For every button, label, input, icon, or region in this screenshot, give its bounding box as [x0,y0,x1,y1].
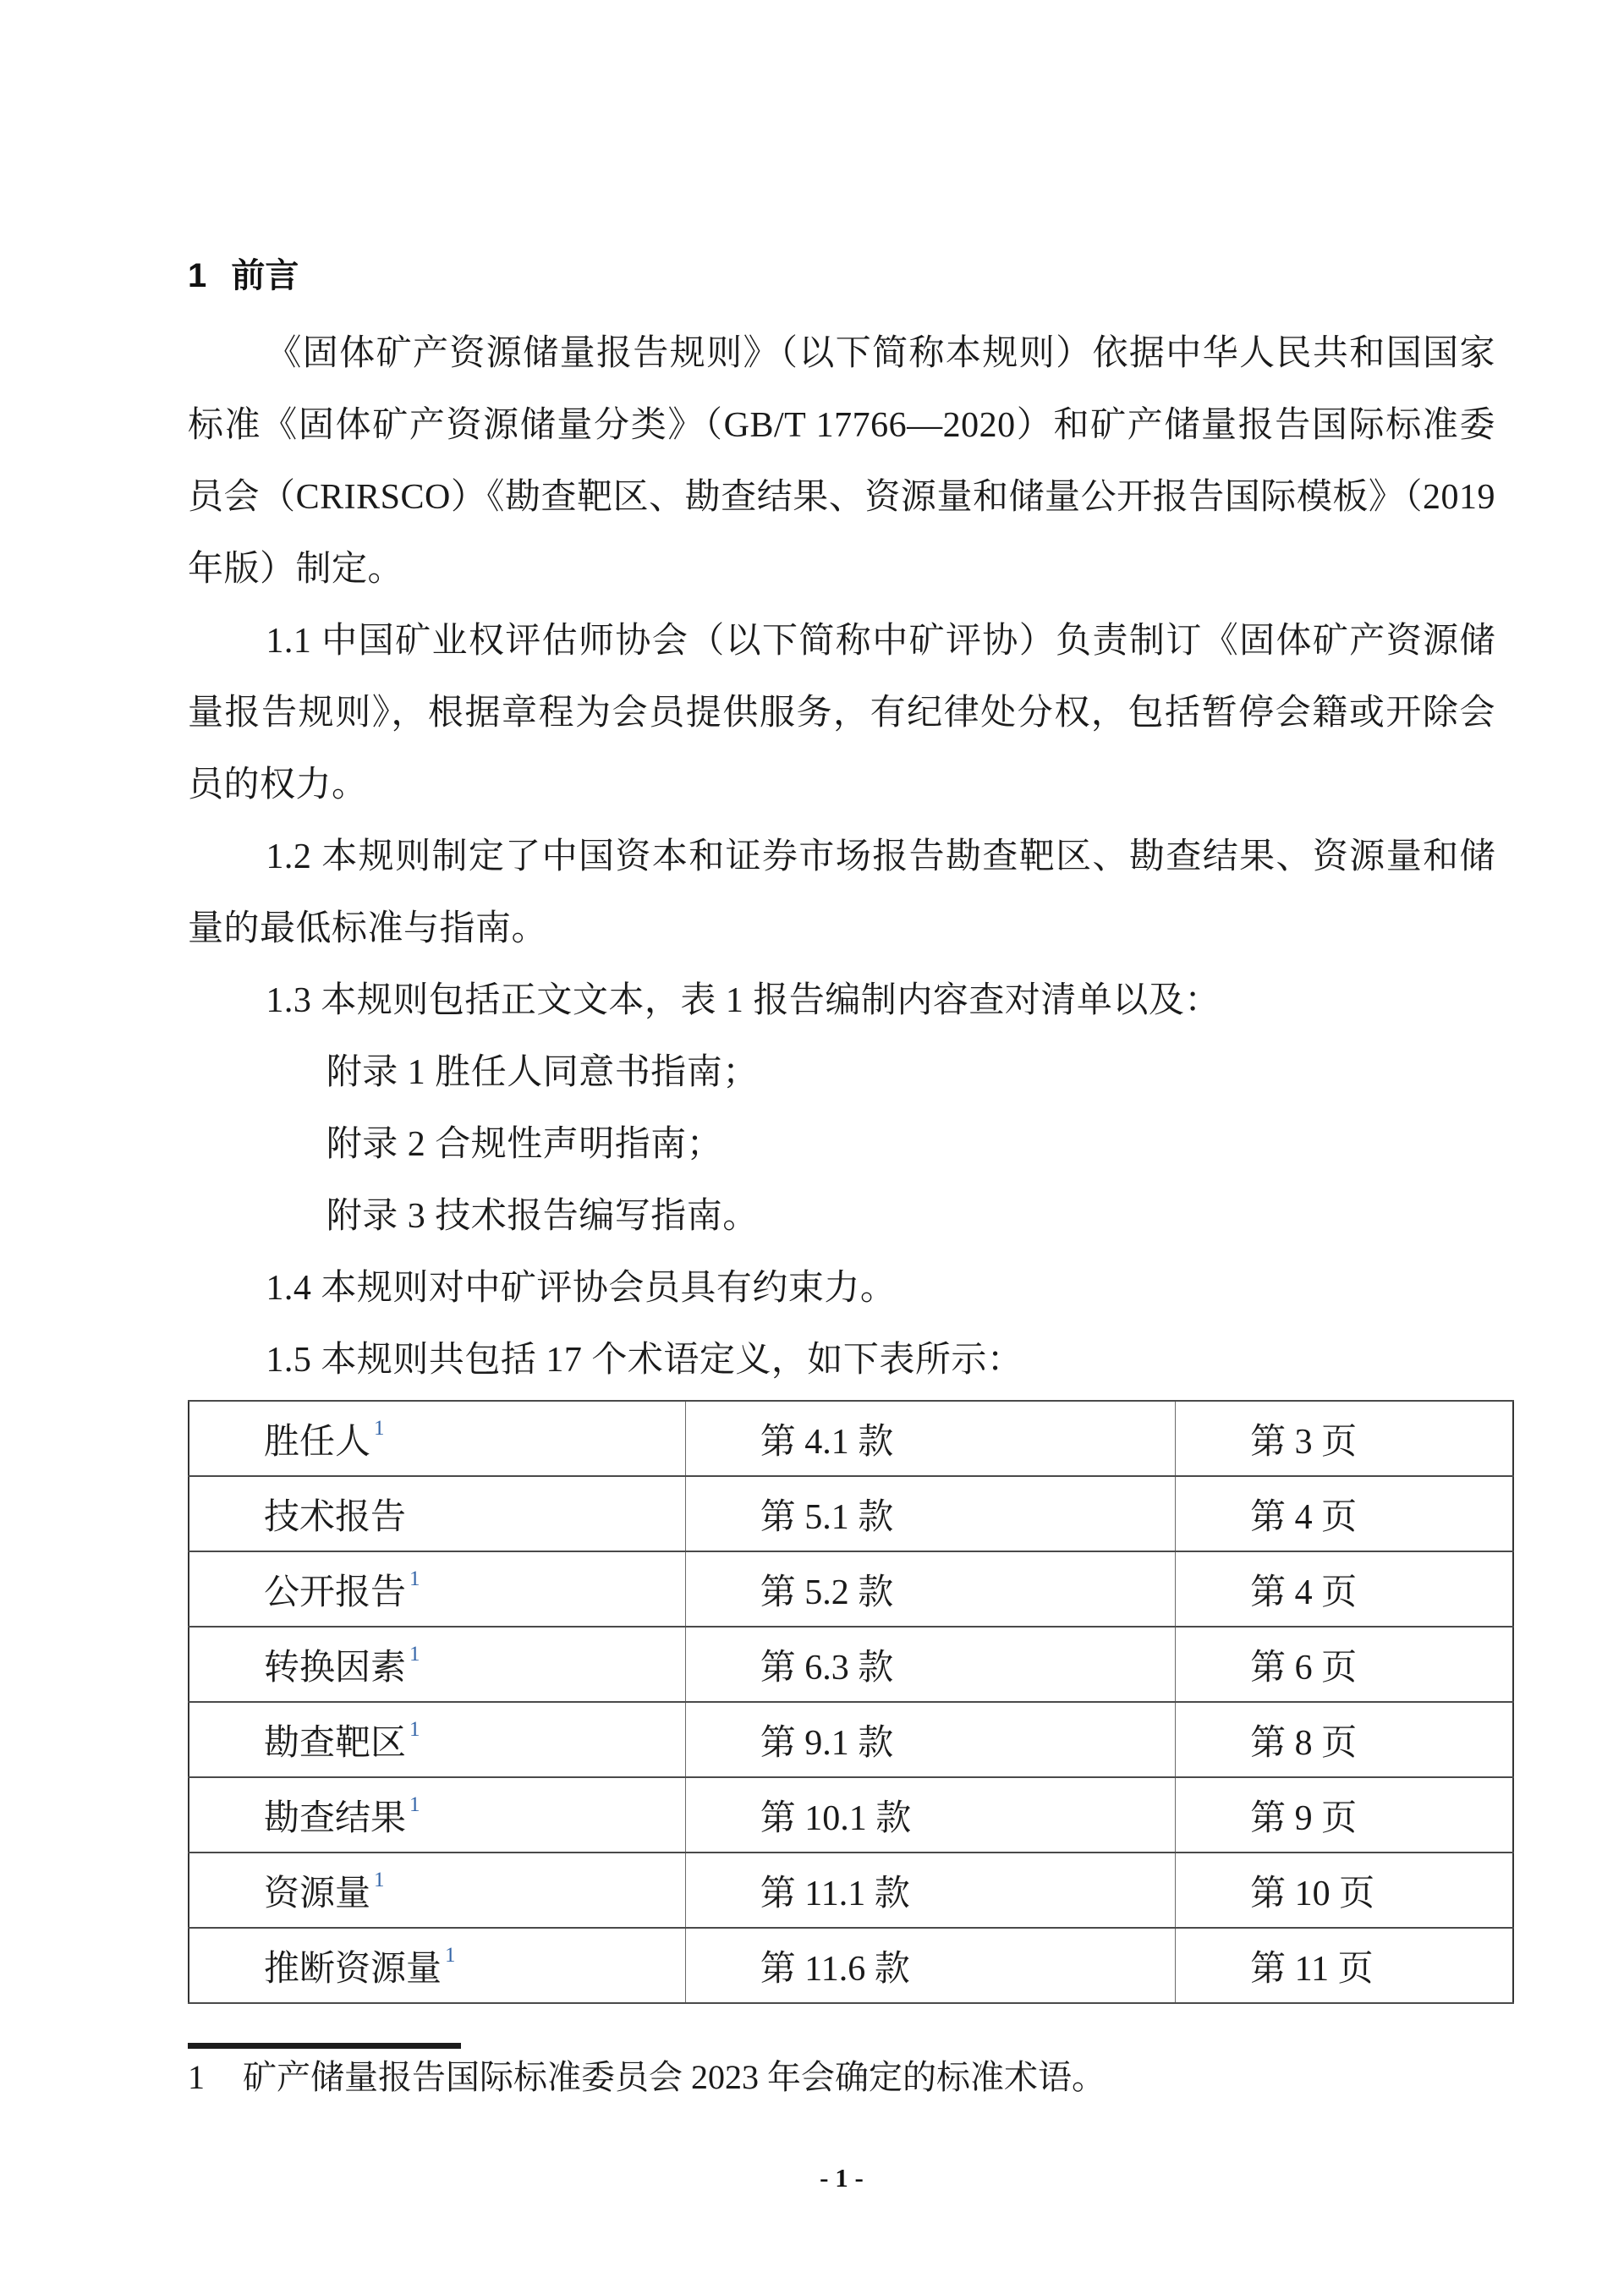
term-label: 勘查结果 [264,1798,407,1838]
page-cell: 第 8 页 [1176,1702,1513,1777]
term-label: 资源量 [264,1874,371,1913]
term-cell [189,1928,685,2003]
clause-cell: 第 5.2 款 [685,1551,1175,1627]
term-cell [189,1853,685,1928]
table-row [189,1627,1513,1702]
term-cell [189,1401,685,1476]
clause-cell: 第 9.1 款 [685,1702,1175,1777]
term-label: 推断资源量 [264,1949,442,1989]
page-number: - 1 - [820,2163,864,2193]
table-row [189,1551,1513,1627]
term-label: 勘查靶区 [264,1723,407,1763]
clause-cell: 第 4.1 款 [685,1401,1175,1476]
table-row [189,1702,1513,1777]
paragraph-1-3: 1.3 本规则包括正文文本，表 1 报告编制内容查对清单以及： [266,981,1221,1020]
footnote [188,2056,1495,2100]
clause-cell: 第 11.1 款 [685,1853,1175,1928]
page-cell: 第 11 页 [1176,1928,1513,2003]
footnote-ref-superscript: 1 [409,1567,420,1590]
terms-definition-table [188,1400,1514,2004]
term-cell [189,1627,685,1702]
page-cell: 第 4 页 [1176,1476,1513,1551]
page-cell: 第 6 页 [1176,1627,1513,1702]
clause-cell: 第 10.1 款 [685,1777,1175,1853]
footnote-divider [188,2043,461,2049]
footnote-ref-superscript: 1 [374,1416,385,1440]
table-row [189,1853,1513,1928]
table-row [189,1928,1513,2003]
appendix-item-3: 附录 3 技术报告编写指南。 [326,1197,759,1236]
paragraph-1-5: 1.5 本规则共包括 17 个术语定义，如下表所示： [266,1341,1023,1380]
page-cell: 第 3 页 [1176,1401,1513,1476]
footnote-ref-superscript: 1 [409,1792,420,1816]
clause-cell: 第 11.6 款 [685,1928,1175,2003]
term-label: 胜任人 [264,1422,371,1462]
table-row [189,1401,1513,1476]
term-label: 转换因素 [264,1648,407,1688]
paragraph-intro: 《固体矿产资源储量报告规则》（以下简称本规则）依据中华人民共和国国家标准《固体矿产资源储量分类》（GB/T 17766—2020）和矿产储量报告国际标准委员会（CRIRSCO）《勘查靶区、勘查结果、资源量和储量公开报告国际模板》（2019 年版）制定。 [188,334,1495,589]
paragraph-1-1: 1.1 中国矿业权评估师协会（以下简称中矿评协）负责制订《固体矿产资源储量报告规则》，根据章程为会员提供服务，有纪律处分权，包括暂停会籍或开除会员的权力。 [188,622,1495,804]
term-cell [189,1476,685,1551]
clause-cell: 第 5.1 款 [685,1476,1175,1551]
page-cell: 第 10 页 [1176,1853,1513,1928]
footnote-ref-superscript: 1 [409,1717,420,1741]
paragraph-1-4: 1.4 本规则对中矿评协会员具有约束力。 [266,1269,897,1308]
term-cell [189,1702,685,1777]
footnote-ref-superscript: 1 [374,1868,385,1891]
appendix-item-1: 附录 1 胜任人同意书指南； [326,1053,759,1092]
page-cell: 第 9 页 [1176,1777,1513,1853]
table-row [189,1777,1513,1853]
term-cell [189,1777,685,1853]
paragraph-1-2: 1.2 本规则制定了中国资本和证券市场报告勘查靶区、勘查结果、资源量和储量的最低标准与指南。 [188,837,1495,948]
term-label: 技术报告 [264,1497,407,1537]
footnote-marker: 1 [188,2058,205,2096]
term-label: 公开报告 [264,1573,407,1612]
footnote-ref-superscript: 1 [445,1943,456,1967]
page-cell: 第 4 页 [1176,1551,1513,1627]
footnote-ref-superscript: 1 [409,1642,420,1666]
table-row [189,1476,1513,1551]
term-cell [189,1551,685,1627]
appendix-item-2: 附录 2 合规性声明指南； [326,1125,723,1164]
clause-cell: 第 6.3 款 [685,1627,1175,1702]
page-title: 1 前言 [188,257,299,294]
footnote-text: 矿产储量报告国际标准委员会 2023 年会确定的标准术语。 [243,2058,1106,2096]
